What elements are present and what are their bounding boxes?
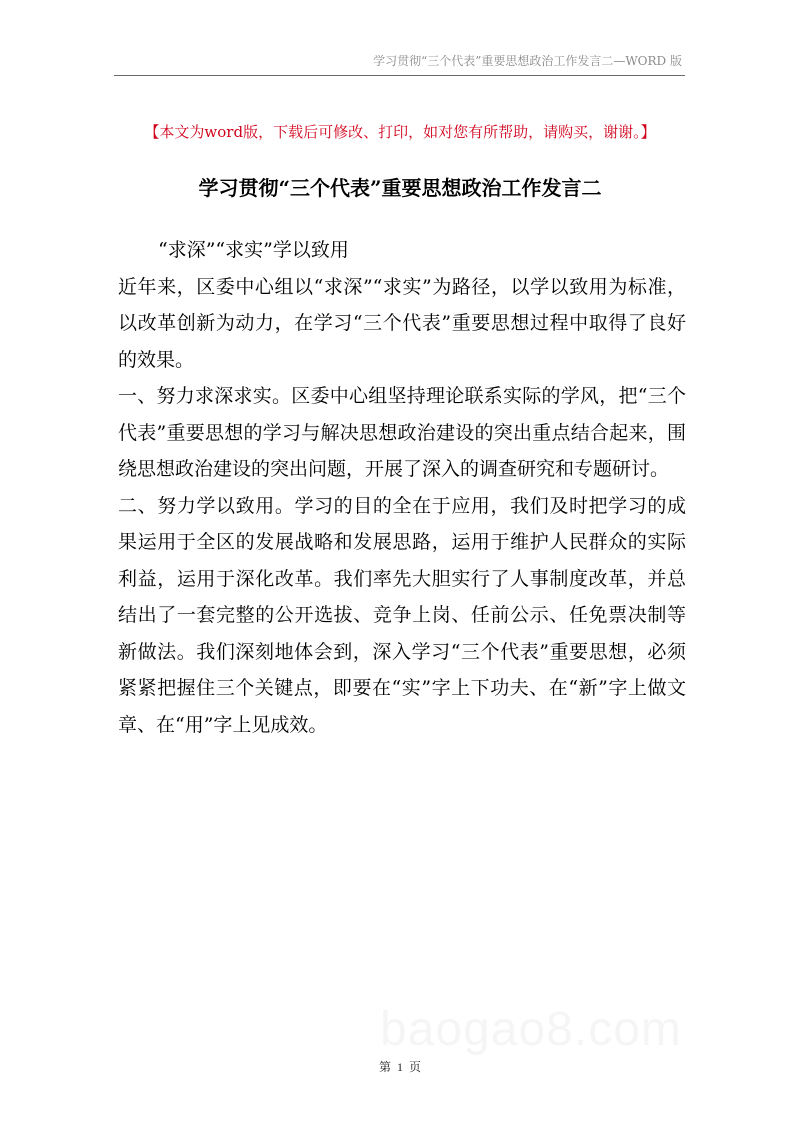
page-number: 1	[397, 1060, 403, 1074]
document-title: 学习贯彻“三个代表”重要思想政治工作发言二	[198, 176, 602, 200]
body-paragraph: 一、努力求深求实。区委中心组坚持理论联系实际的学风，把“三个代表”重要思想的学习与解决思想政治建设的突出重点结合起来，围绕思想政治建设的突出问题，开展了深入的调查研究和专题研讨。	[118, 385, 686, 480]
subtitle-paragraph: “求深”“求实”学以致用	[158, 239, 349, 261]
page-prefix: 第	[378, 1060, 391, 1074]
watermark	[380, 1002, 682, 1057]
running-header: 学习贯彻“三个代表”重要思想政治工作发言二—WORD 版	[373, 54, 682, 68]
page-suffix: 页	[409, 1060, 422, 1074]
body-paragraph: 二、努力学以致用。学习的目的全在于应用，我们及时把学习的成果运用于全区的发展战略和发展思路，运用于维护人民群众的实际利益，运用于深化改革。我们率先大胆实行了人事制度改革，并总结出了一套完整的公开选拔、竞争上岗、任前公示、任免票决制等新做法。我们深刻地体会到，深入学习“三个代表”重要思想，必须紧紧把握住三个关键点，即要在“实”字上下功夫、在“新”字上做文章、在“用”字上见成效。	[118, 494, 686, 736]
document-body	[118, 232, 686, 743]
header-rule	[114, 75, 685, 76]
body-paragraph: 近年来，区委中心组以“求深”“求实”为路径，以学以致用为标准，以改革创新为动力，在学习“三个代表”重要思想过程中取得了良好的效果。	[118, 275, 686, 371]
purchase-notice: 【本文为word版，下载后可修改、打印，如对您有所帮助，请购买，谢谢。】	[144, 123, 656, 141]
page-footer	[0, 1058, 800, 1075]
